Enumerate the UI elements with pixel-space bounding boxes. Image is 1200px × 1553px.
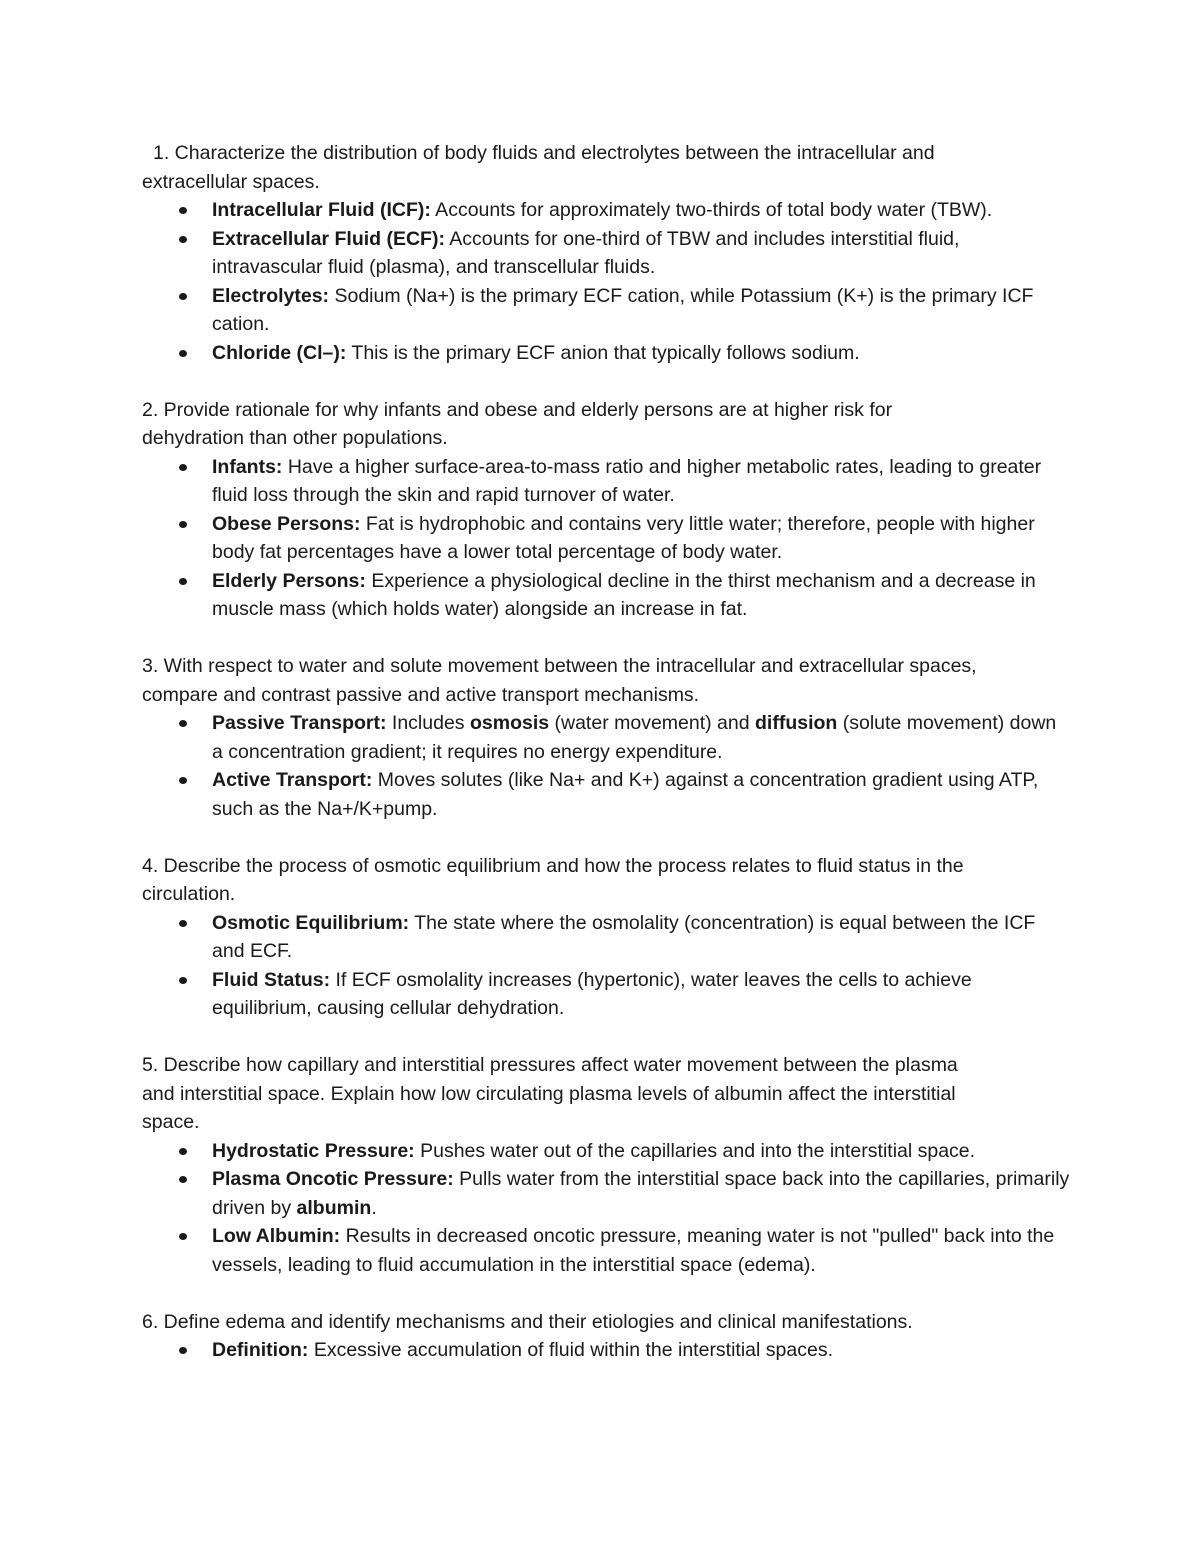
bullet-icon xyxy=(179,720,187,727)
list-item xyxy=(212,339,1072,368)
list-item xyxy=(212,709,1072,766)
item-text: Fat is hydrophobic and contains very little water; therefore, people with higher body fat percentages have a lower total percentage of body water. xyxy=(212,512,1035,563)
bullet-icon xyxy=(179,293,187,300)
bullet-icon xyxy=(179,207,187,214)
item-text: Pushes water out of the capillaries and into the interstitial space. xyxy=(414,1139,976,1162)
item-term: Electrolytes: xyxy=(212,284,330,307)
item-text: Experience a physiological decline in the thirst mechanism and a decrease in muscle mass (which holds water) alongside an increase in fat. xyxy=(212,569,1036,620)
section-2 xyxy=(142,396,1072,624)
question-4: 4. Describe the process of osmotic equilibrium and how the process relates to fluid status in the circulation. xyxy=(142,854,964,905)
bullet-icon xyxy=(179,521,187,528)
question-2: 2. Provide rationale for why infants and obese and elderly persons are at higher risk for dehydration than other populations. xyxy=(142,398,893,449)
item-emphasis: diffusion xyxy=(755,712,838,734)
item-text: Excessive accumulation of fluid within the interstitial spaces. xyxy=(308,1339,833,1361)
item-text: . xyxy=(371,1196,377,1219)
item-text: Accounts for approximately two-thirds of total body water (TBW). xyxy=(430,199,993,221)
item-term: Fluid Status: xyxy=(212,968,331,991)
item-term: Obese Persons: xyxy=(212,512,361,535)
item-term: Elderly Persons: xyxy=(212,569,366,592)
bullet-list xyxy=(142,1137,1072,1280)
list-item xyxy=(212,1222,1072,1279)
bullet-icon xyxy=(179,1176,187,1183)
item-text: Have a higher surface-area-to-mass ratio and higher metabolic rates, leading to greater fluid loss through the skin and rapid turnover of water. xyxy=(212,455,1042,506)
list-item xyxy=(212,510,1072,567)
item-text: Results in decreased oncotic pressure, meaning water is not "pulled" back into the vessels, leading to fluid accumulation in the interstitial space (edema). xyxy=(212,1225,1055,1276)
item-text: The state where the osmolality (concentration) is equal between the ICF and ECF. xyxy=(212,911,1036,962)
item-text: (water movement) and xyxy=(549,712,756,734)
question-5: 5. Describe how capillary and interstitial pressures affect water movement between the plasma and interstitial space. Explain how low circulating plasma levels of albumin affect the interstitial space. xyxy=(142,1054,958,1133)
bullet-icon xyxy=(179,920,187,927)
bullet-icon xyxy=(179,464,187,471)
list-item xyxy=(212,766,1072,823)
list-item xyxy=(212,909,1072,966)
item-text: This is the primary ECF anion that typically follows sodium. xyxy=(346,341,860,364)
item-term: Intracellular Fluid (ICF): xyxy=(212,199,431,221)
list-item xyxy=(212,1137,1072,1166)
item-term: Plasma Oncotic Pressure: xyxy=(212,1168,454,1190)
item-term: Active Transport: xyxy=(212,769,373,791)
section-1 xyxy=(142,139,1072,367)
list-item xyxy=(212,966,1072,1023)
item-emphasis: albumin xyxy=(296,1196,372,1219)
bullet-icon xyxy=(179,350,187,357)
list-item xyxy=(212,282,1072,339)
section-4 xyxy=(142,852,1072,1023)
bullet-icon xyxy=(179,777,187,784)
item-term: Infants: xyxy=(212,455,283,478)
question-6: 6. Define edema and identify mechanisms and their etiologies and clinical manifestations. xyxy=(142,1310,913,1333)
item-emphasis: osmosis xyxy=(469,712,550,734)
item-term: Low Albumin: xyxy=(212,1225,341,1247)
list-item xyxy=(212,1336,1072,1365)
item-text: Accounts for one-third of TBW and includes interstitial fluid, intravascular fluid (plasma), and transcellular fluids. xyxy=(212,227,960,278)
question-3: 3. With respect to water and solute movement between the intracellular and extracellular spaces, compare and contrast passive and active transport mechanisms. xyxy=(142,655,977,706)
item-term: Hydrostatic Pressure: xyxy=(212,1139,415,1162)
item-term: Osmotic Equilibrium: xyxy=(212,911,410,934)
bullet-list xyxy=(142,909,1072,1023)
item-text: Includes xyxy=(386,712,470,734)
list-item xyxy=(212,567,1072,624)
section-6 xyxy=(142,1308,1072,1365)
item-text: Moves solutes (like Na+ and K+) against a concentration gradient using ATP, such as the Na+/K+pump. xyxy=(212,769,1039,820)
list-item xyxy=(212,1165,1072,1222)
bullet-list xyxy=(142,1336,1072,1365)
item-text: If ECF osmolality increases (hypertonic), water leaves the cells to achieve equilibrium, causing cellular dehydration. xyxy=(212,968,972,1019)
bullet-icon xyxy=(179,977,187,984)
section-3 xyxy=(142,652,1072,823)
item-term: Passive Transport: xyxy=(212,712,387,734)
item-term: Chloride (Cl–): xyxy=(212,341,347,364)
bullet-icon xyxy=(179,236,187,243)
bullet-list xyxy=(142,709,1072,823)
bullet-icon xyxy=(179,1233,187,1240)
list-item xyxy=(212,225,1072,282)
item-text: Pulls water from the interstitial space back into the capillaries, primarily driven by xyxy=(212,1168,1070,1219)
list-item xyxy=(212,196,1072,225)
bullet-icon xyxy=(179,1148,187,1155)
bullet-icon xyxy=(179,578,187,585)
item-term: Extracellular Fluid (ECF): xyxy=(212,227,445,250)
list-item xyxy=(212,453,1072,510)
document-page xyxy=(142,139,1072,1393)
item-text: (solute movement) down a concentration gradient; it requires no energy expenditure. xyxy=(212,712,1057,763)
bullet-list xyxy=(142,196,1072,367)
item-term: Definition: xyxy=(212,1339,309,1361)
section-5 xyxy=(142,1051,1072,1279)
question-1: 1. Characterize the distribution of body fluids and electrolytes between the intracellular and extracellular spaces. xyxy=(142,142,935,193)
bullet-list xyxy=(142,453,1072,624)
item-text: Sodium (Na+) is the primary ECF cation, while Potassium (K+) is the primary ICF cation. xyxy=(212,284,1034,335)
bullet-icon xyxy=(179,1347,187,1354)
